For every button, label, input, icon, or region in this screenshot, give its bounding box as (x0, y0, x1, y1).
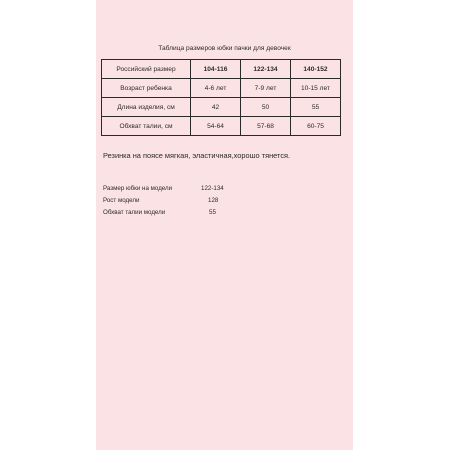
table-cell: 50 (241, 98, 291, 117)
model-label: Размер юбки на модели (103, 185, 173, 192)
header-cell: Российский размер (102, 60, 191, 79)
table-cell: 54-64 (191, 117, 241, 136)
model-value: 55 (209, 209, 216, 216)
row-label: Длина изделия, см (102, 98, 191, 117)
table-cell: 42 (191, 98, 241, 117)
table-cell: 7-9 лет (241, 79, 291, 98)
document-page (96, 0, 353, 450)
table-cell: 55 (291, 98, 341, 117)
header-cell: 140-152 (291, 60, 341, 79)
header-cell: 104-116 (191, 60, 241, 79)
table-cell: 10-15 лет (291, 79, 341, 98)
size-table (101, 59, 341, 136)
model-label: Обхват талии модели (103, 209, 166, 216)
table-row (102, 117, 341, 136)
elastic-note: Резинка на поясе мягкая, эластичная,хорошо тянется. (103, 151, 291, 160)
table-header-row (102, 60, 341, 79)
model-value: 122-134 (201, 185, 224, 192)
table-title: Таблица размеров юбки пачки для девочек (158, 45, 291, 52)
table-cell: 4-6 лет (191, 79, 241, 98)
model-label: Рост модели (103, 197, 140, 204)
table-row (102, 98, 341, 117)
table-cell: 60-75 (291, 117, 341, 136)
header-cell: 122-134 (241, 60, 291, 79)
table-cell: 57-68 (241, 117, 291, 136)
model-value: 128 (208, 197, 219, 204)
row-label: Возраст ребенка (102, 79, 191, 98)
row-label: Обхват талии, см (102, 117, 191, 136)
table-row (102, 79, 341, 98)
